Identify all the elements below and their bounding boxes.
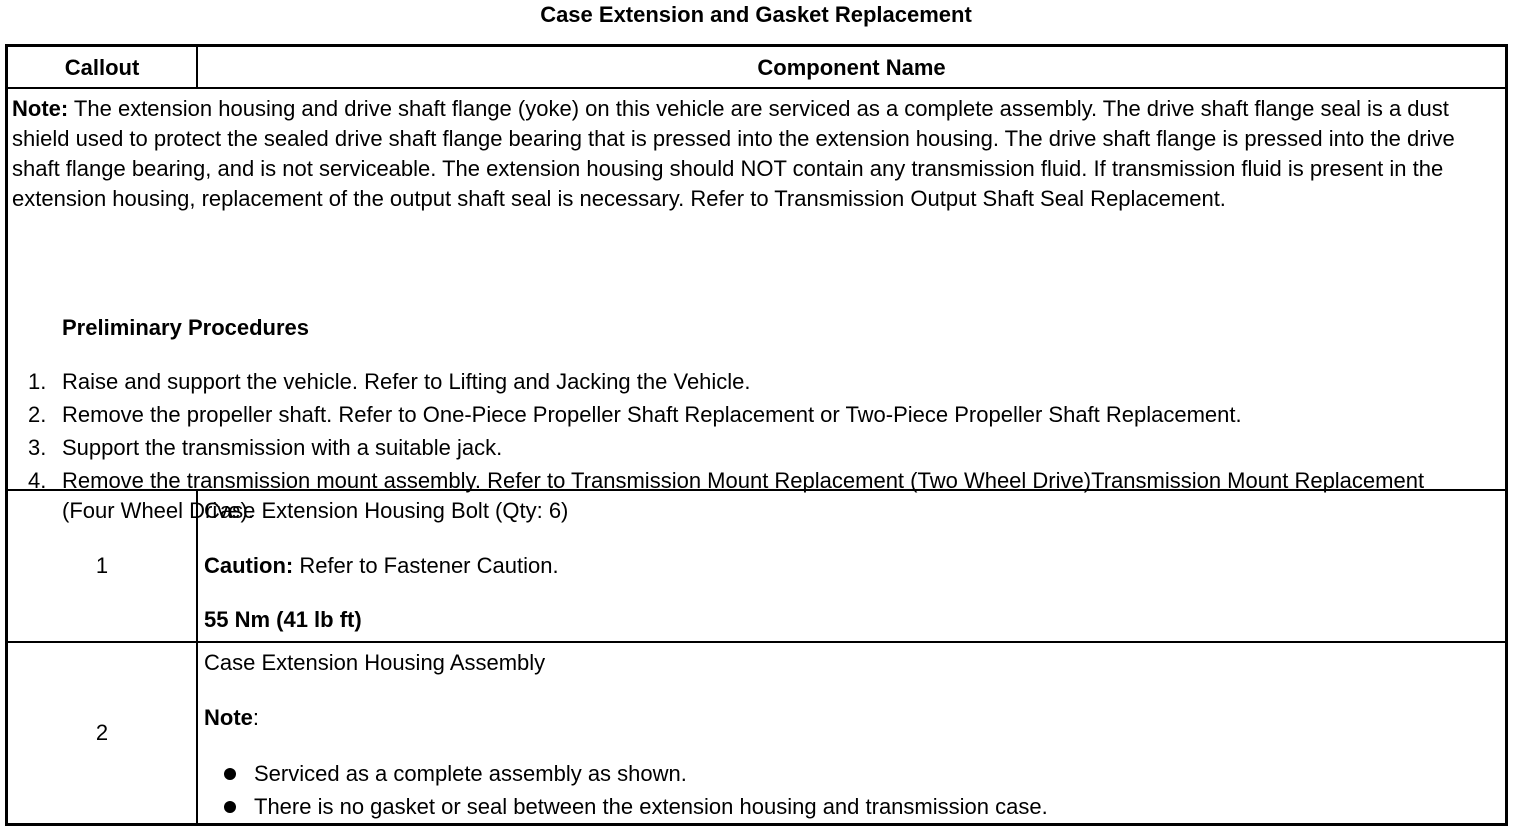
- step-number: 4.: [28, 468, 47, 493]
- step-text: Remove the transmission mount assembly. Refer to Transmission Mount Replacement (Two Wheel Drive)Transmission Mount Replacement (Four Wheel Drive).: [62, 468, 1425, 523]
- caution-line: [204, 551, 559, 581]
- table-row-callout-2: [8, 643, 1505, 823]
- note-label: Note:: [12, 96, 69, 121]
- step-number: 1.: [28, 369, 47, 394]
- note-colon: :: [252, 705, 260, 730]
- callout-number: 2: [8, 643, 198, 823]
- table-row-callout-1: [8, 491, 1505, 643]
- note-line: [204, 703, 259, 733]
- step-item: [12, 400, 1482, 430]
- step-text: Remove the propeller shaft. Refer to One-Piece Propeller Shaft Replacement or Two-Piece Propeller Shaft Replacement.: [62, 402, 1242, 427]
- bullet-item: [204, 792, 1048, 822]
- note-bullets: [204, 759, 1048, 825]
- note-paragraph: [12, 94, 1502, 214]
- step-item: [12, 367, 1482, 397]
- bullet-text: Serviced as a complete assembly as shown.: [254, 761, 687, 786]
- page-title: Case Extension and Gasket Replacement: [540, 2, 972, 27]
- callout-column-header: Callout: [8, 47, 198, 87]
- component-column-header: Component Name: [757, 55, 946, 80]
- callout-number: 1: [8, 491, 198, 641]
- step-text: Raise and support the vehicle. Refer to Lifting and Jacking the Vehicle.: [62, 369, 751, 394]
- bullet-dot-icon: [224, 768, 236, 780]
- table-header-row: [8, 47, 1505, 89]
- step-item: [12, 433, 1482, 463]
- note-text: The extension housing and drive shaft flange (yoke) on this vehicle are serviced as a complete assembly. The drive shaft flange seal is a dust shield used to protect the sealed drive shaft flange bearing that is pressed into the extension housing. The drive shaft flange is pressed into the drive shaft flange bearing, and is not serviceable. The extension housing should NOT contain any transmission fluid. If transmission fluid is present in the extension housing, replacement of the output shaft seal is necessary. Refer to Transmission Output Shaft Seal Replacement.: [12, 96, 1455, 211]
- bullet-dot-icon: [224, 801, 236, 813]
- torque-spec: 55 Nm (41 lb ft): [204, 607, 362, 632]
- bullet-text: There is no gasket or seal between the extension housing and transmission case.: [254, 794, 1048, 819]
- preliminary-heading: Preliminary Procedures: [62, 315, 310, 340]
- caution-text: Refer to Fastener Caution.: [293, 553, 559, 578]
- component-name: Case Extension Housing Bolt (Qty: 6): [204, 498, 569, 523]
- component-cell: [198, 643, 1505, 823]
- step-number: 2.: [28, 402, 47, 427]
- step-text: Support the transmission with a suitable jack.: [62, 435, 503, 460]
- component-name: Case Extension Housing Assembly: [204, 650, 546, 675]
- note-label: Note: [204, 705, 253, 730]
- caution-label: Caution:: [204, 553, 294, 578]
- bullet-item: [204, 759, 1048, 789]
- procedure-table: [5, 44, 1508, 826]
- component-cell: [198, 491, 1505, 641]
- step-number: 3.: [28, 435, 47, 460]
